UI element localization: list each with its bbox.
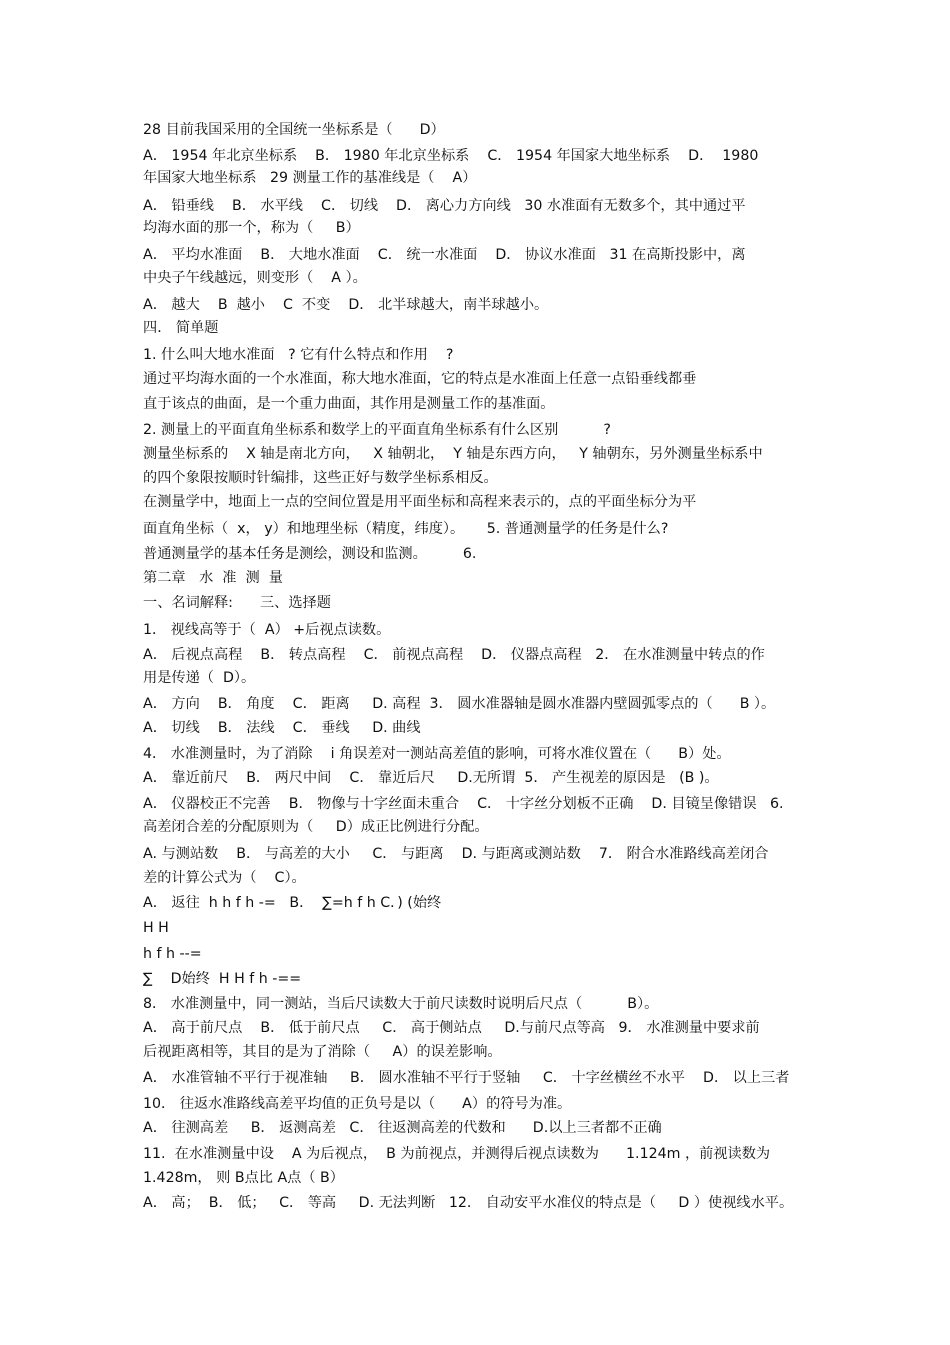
short-answer-2-line-1: 测量坐标系的 X 轴是南北方向， X 轴朝北， Y 轴是东西方向， Y 轴朝东，另外测量坐标系中: [143, 446, 763, 462]
formula-line-4: ∑ D始终 H H f h -==: [143, 971, 302, 987]
answer-options-29-question-30: A． 铅垂线 B． 水平线 C． 切线 D． 离心力方向线 30 水准面有无数多个，其中通过平: [143, 198, 746, 214]
question-1: 1． 视线高等于（ A） +后视点读数。: [143, 622, 391, 638]
question-7-cont: 差的计算公式为（ C）。: [143, 870, 306, 886]
question-2-cont: 用是传递（ D）。: [143, 670, 256, 686]
short-answer-2-line-4: 面直角坐标（ x， y）和地理坐标（精度，纬度）。 5. 普通测量学的任务是什么?: [143, 521, 669, 537]
answer-options-5-question-6: A． 仪器校正不完善 B． 物像与十字丝面未重合 C． 十字丝分划板不正确 D. 目镜呈像错误 6.: [143, 796, 784, 812]
question-31-cont: 中央子午线越远，则变形（ A ）。: [143, 270, 367, 286]
question-29: 年国家大地坐标系 29 测量工作的基准线是（ A）: [143, 170, 477, 186]
chapter-heading: 第二章 水 准 测 量: [143, 570, 283, 586]
answer-options-2-question-3: A． 方向 B． 角度 C． 距离 D. 高程 3． 圆水准器轴是圆水准器内壁圆弧零点的（ B ）。: [143, 696, 776, 712]
question-4: 4． 水准测量时，为了消除 i 角误差对一测站高差值的影响，可将水准仪置在（ B）处。: [143, 746, 731, 762]
answer-options-8-question-9: A． 高于前尺点 B． 低于前尺点 C． 高于侧站点 D.与前尺点等高 9． 水准测量中要求前: [143, 1020, 760, 1036]
question-9-cont: 后视距离相等，其目的是为了消除（ A）的误差影响。: [143, 1044, 502, 1060]
question-30-cont: 均海水面的那一个，称为（ B）: [143, 220, 360, 236]
short-answer-1-line-2: 直于该点的曲面，是一个重力曲面，其作用是测量工作的基准面。: [143, 396, 555, 412]
short-answer-2-line-2: 的四个象限按顺时针编排，这些正好与数学坐标系相反。: [143, 470, 498, 486]
answer-options-11-question-12: A． 高； B． 低； C． 等高 D. 无法判断 12． 自动安平水准仪的特点是（ D ）使视线水平。: [143, 1195, 794, 1211]
answer-options-9: A． 水准管轴不平行于视准轴 B． 圆水准轴不平行于竖轴 C． 十字丝横丝不水平 D． 以上三者: [143, 1070, 790, 1086]
question-8: 8． 水准测量中，同一测站，当后尺读数大于前尺读数时说明后尺点（ B）。: [143, 996, 659, 1012]
short-answer-2-line-3: 在测量学中，地面上一点的空间位置是用平面坐标和高程来表示的，点的平面坐标分为平: [143, 494, 697, 510]
formula-line-1: A． 返往 h h f h -= B． ∑=h f h C．) (始终: [143, 895, 442, 911]
section-heading: 一、名词解释: 三、选择题: [143, 595, 331, 611]
short-answer-5: 普通测量学的基本任务是测绘，测设和监测。 6.: [143, 546, 477, 562]
formula-line-2: H H: [143, 920, 169, 936]
question-11-cont: 1.428m， 则 B点比 A点（ B）: [143, 1170, 344, 1186]
formula-line-3: h f h --=: [143, 946, 202, 962]
section-heading-short-answer: 四． 简单题: [143, 320, 219, 336]
answer-options-4-question-5: A． 靠近前尺 B． 两尺中间 C． 靠近后尺 D.无所谓 5． 产生视差的原因是 (B )。: [143, 770, 719, 786]
answer-options-6-question-7: A. 与测站数 B． 与高差的大小 C． 与距离 D. 与距离或测站数 7． 附合水准路线高差闭合: [143, 846, 769, 862]
short-answer-1-line-1: 通过平均海水面的一个水准面，称大地水准面，它的特点是水准面上任意一点铅垂线都垂: [143, 371, 697, 387]
question-28: 28 目前我国采用的全国统一坐标系是（ D）: [143, 122, 445, 138]
answer-options-30-question-31: A． 平均水准面 B． 大地水准面 C． 统一水准面 D． 协议水准面 31 在高斯投影中，离: [143, 247, 746, 263]
question-6-cont: 高差闭合差的分配原则为（ D）成正比例进行分配。: [143, 819, 489, 835]
short-question-1: 1. 什么叫大地水准面 ? 它有什么特点和作用 ?: [143, 347, 454, 363]
answer-options-1-question-2: A． 后视点高程 B． 转点高程 C． 前视点高程 D． 仪器点高程 2． 在水准测量中转点的作: [143, 647, 765, 663]
question-10: 10． 往返水准路线高差平均值的正负号是以（ A）的符号为准。: [143, 1096, 572, 1112]
short-question-2: 2. 测量上的平面直角坐标系和数学上的平面直角坐标系有什么区别 ?: [143, 422, 611, 438]
answer-options-10: A． 往测高差 B． 返测高差 C． 往返测高差的代数和 D.以上三者都不正确: [143, 1120, 662, 1136]
question-11: 11. 在水准测量中设 A 为后视点， B 为前视点，并测得后视点读数为 1.124m ，前视读数为: [143, 1146, 771, 1162]
answer-options-31: A． 越大 B 越小 C 不变 D． 北半球越大，南半球越小。: [143, 297, 549, 313]
answer-options-28: A． 1954 年北京坐标系 B． 1980 年北京坐标系 C． 1954 年国家大地坐标系 D． 1980: [143, 148, 759, 164]
answer-options-3: A． 切线 B． 法线 C． 垂线 D. 曲线: [143, 720, 421, 736]
